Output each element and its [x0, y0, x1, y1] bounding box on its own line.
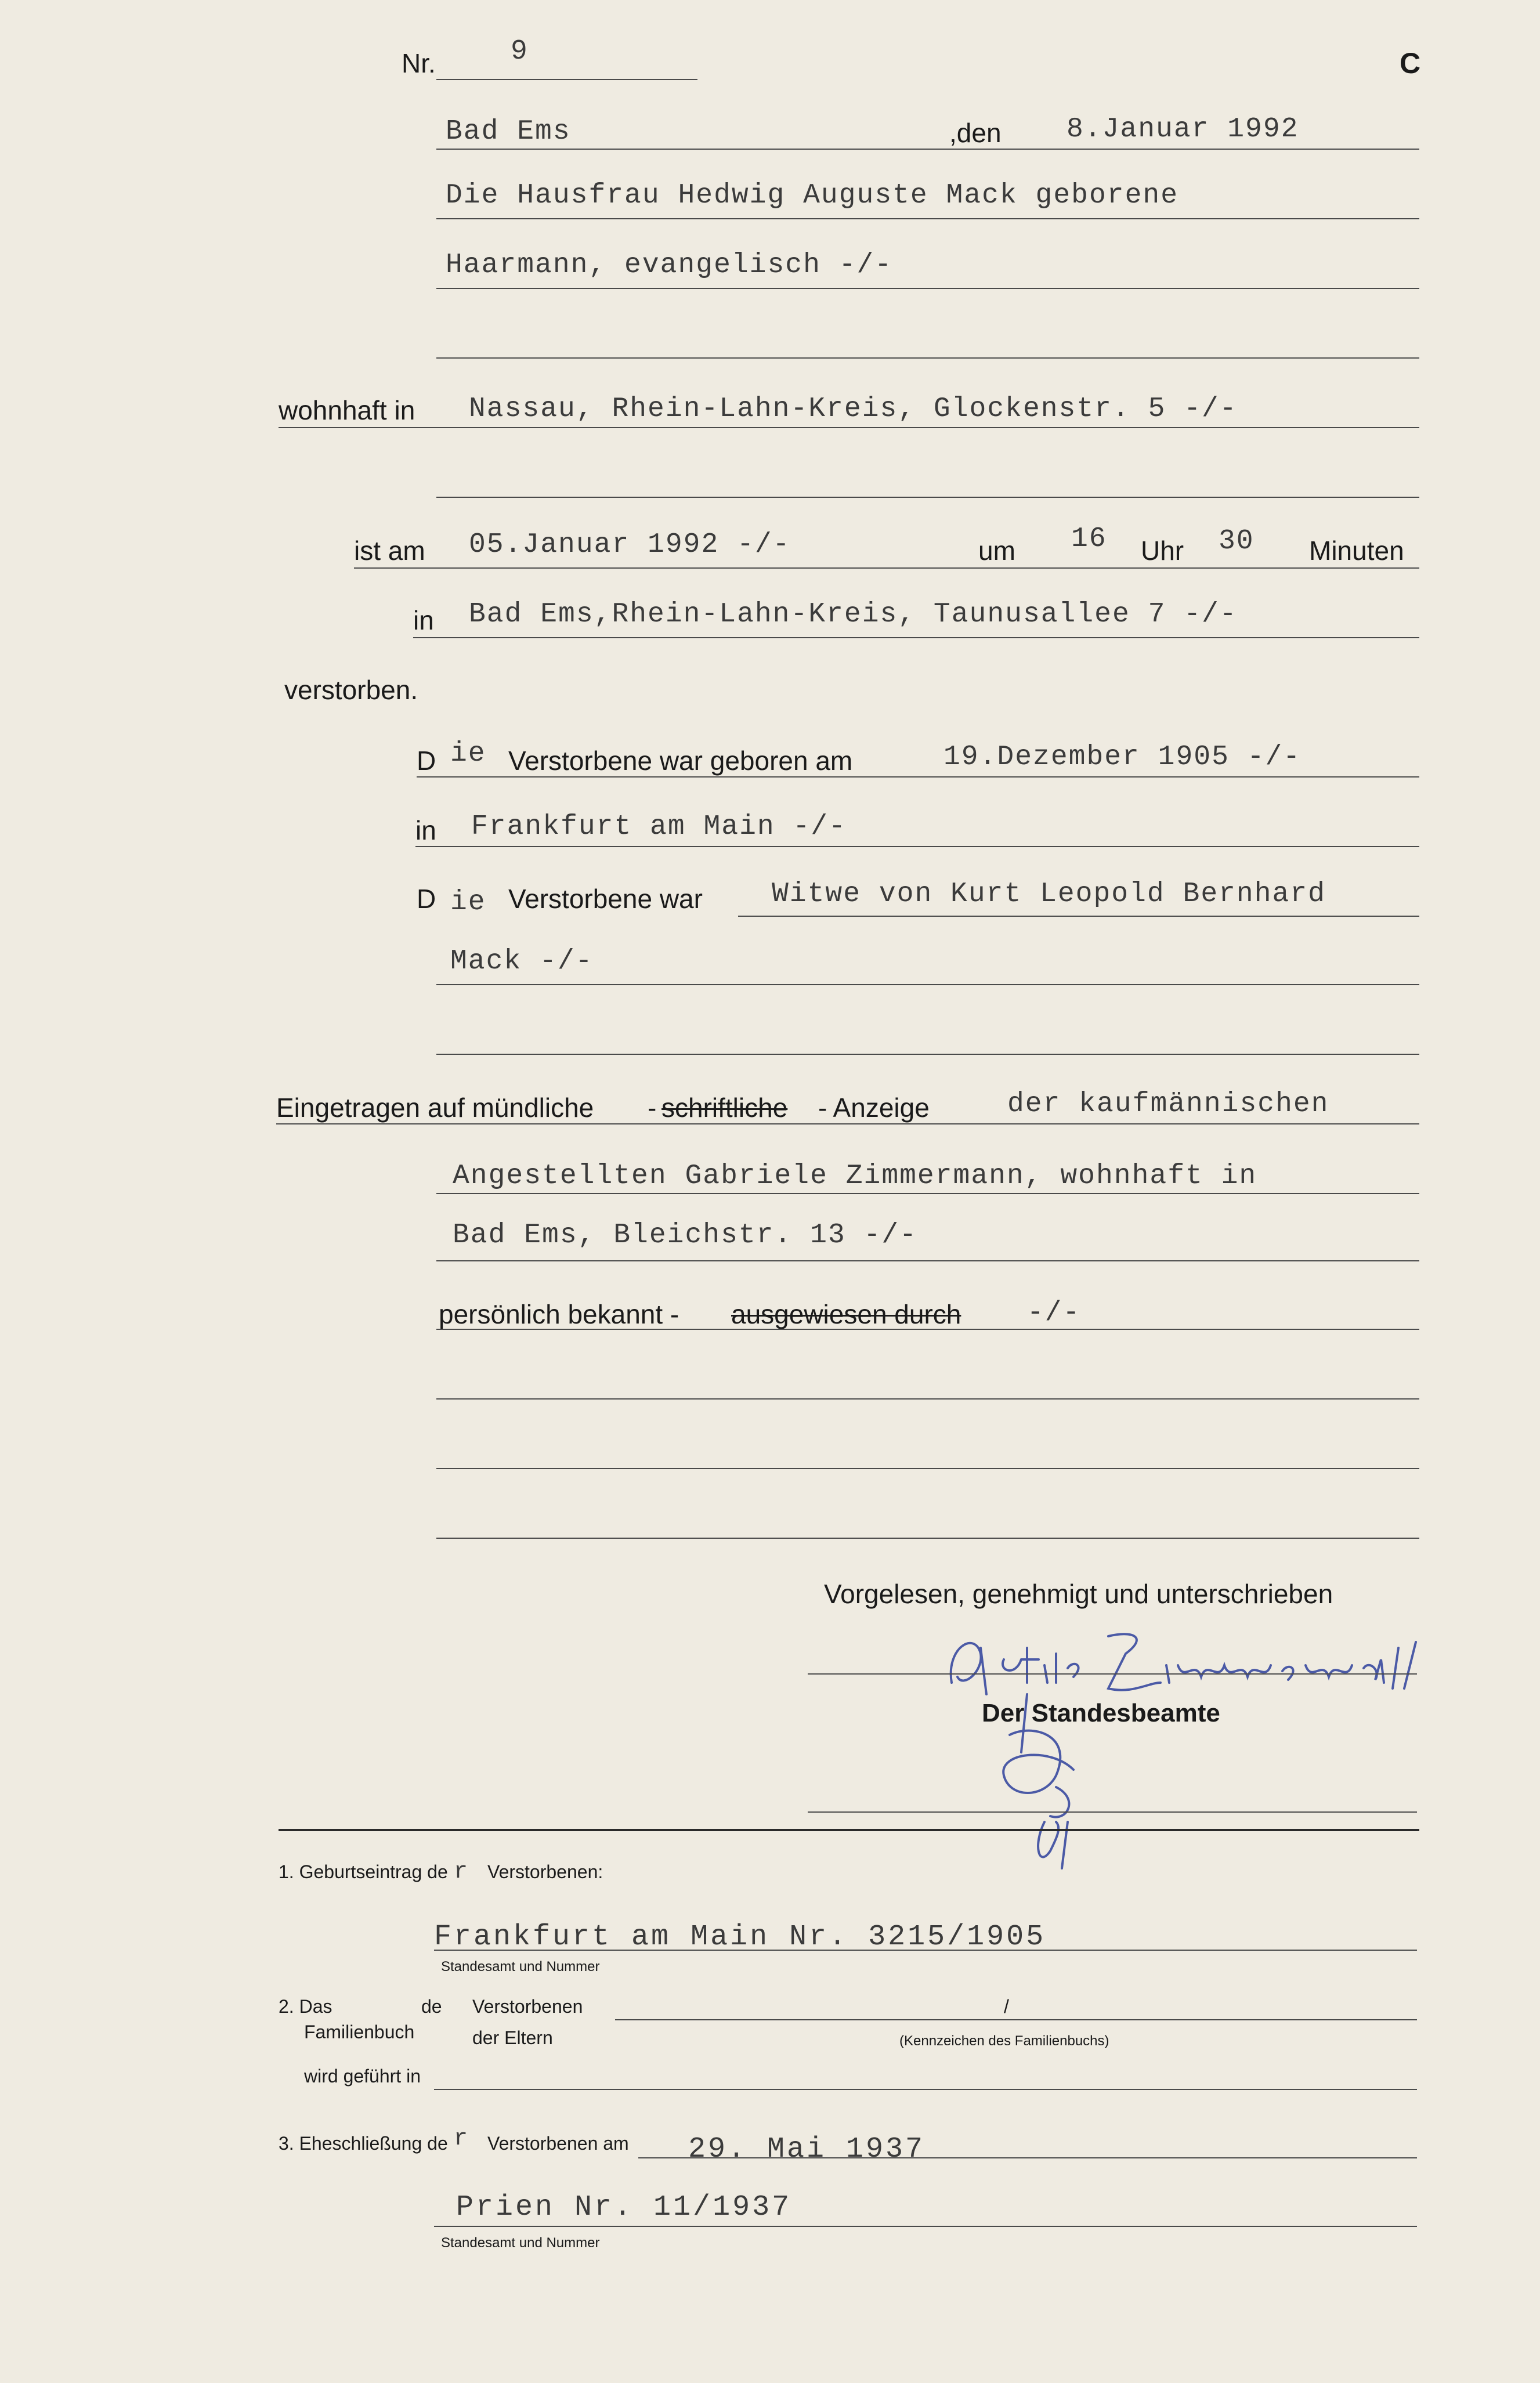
known-value: -/-	[1027, 1297, 1081, 1329]
record-date: 8.Januar 1992	[1067, 114, 1299, 145]
note3-standesamt-label: Standesamt und Nummer	[441, 2235, 600, 2251]
death-hour: 16	[1071, 523, 1107, 555]
blank-rule-3	[436, 1054, 1419, 1055]
blank-rule-5	[436, 1468, 1419, 1469]
note3-place: Prien Nr. 11/1937	[456, 2191, 792, 2224]
blank-rule-1	[436, 357, 1419, 359]
note2-familienbuch: Familienbuch	[304, 2022, 415, 2042]
report-dash: -	[648, 1093, 657, 1123]
death-minuten-label: Minuten	[1309, 536, 1404, 566]
birth-place: Frankfurt am Main -/-	[471, 811, 847, 842]
report-line-1: der kaufmännischen	[1007, 1089, 1329, 1120]
death-in-label: in	[413, 605, 434, 635]
note2-eltern: der Eltern	[472, 2027, 553, 2048]
report-line-2-rule	[436, 1193, 1419, 1194]
person-line-2-rule	[436, 288, 1419, 289]
status-d-label: D	[417, 884, 436, 914]
person-line-1-rule	[436, 218, 1419, 219]
nr-label: Nr.	[402, 48, 436, 78]
note3-label: 3. Eheschließung de	[279, 2133, 448, 2154]
note1-standesamt-label: Standesamt und Nummer	[441, 1959, 600, 1975]
note2-verstorbenen: Verstorbenen	[472, 1996, 583, 2017]
death-uhr-label: Uhr	[1141, 536, 1184, 566]
verstorben-label: verstorben.	[284, 675, 418, 705]
birth-text-label: Verstorbene war geboren am	[508, 746, 853, 776]
report-line-1-rule	[276, 1123, 1419, 1124]
birth-ie: ie	[450, 738, 486, 769]
den-label: ,den	[949, 118, 1002, 148]
registrar-signature	[986, 1683, 1102, 1877]
note2-das: 2. Das	[279, 1996, 332, 2017]
nr-value: 9	[511, 36, 529, 67]
status-ie: ie	[450, 887, 486, 918]
blank-rule-6	[436, 1538, 1419, 1539]
section-separator	[279, 1829, 1419, 1831]
report-struck-option: schriftliche	[661, 1093, 788, 1123]
report-line-2: Angestellten Gabriele Zimmermann, wohnhaft in	[453, 1160, 1257, 1192]
status-line-2-rule	[436, 984, 1419, 985]
birth-date-rule	[417, 776, 1419, 778]
report-label-b: - Anzeige	[818, 1093, 930, 1123]
note3-date-rule	[638, 2157, 1417, 2158]
report-line-3-rule	[436, 1260, 1419, 1261]
status-line-1-rule	[738, 916, 1419, 917]
note2-slash: /	[1004, 1996, 1009, 2017]
note3-r: r	[454, 2126, 469, 2152]
status-line-1: Witwe von Kurt Leopold Bernhard	[772, 878, 1326, 910]
birth-in-label: in	[415, 815, 436, 845]
report-label-a: Eingetragen auf mündliche	[276, 1093, 594, 1123]
registrar-label: Der Standesbeamte	[982, 1699, 1220, 1727]
blank-rule-2	[436, 497, 1419, 498]
note3-label-b: Verstorbenen am	[487, 2133, 629, 2154]
death-ist-am-label: ist am	[354, 536, 425, 566]
birth-date: 19.Dezember 1905 -/-	[943, 742, 1302, 773]
death-place-rule	[413, 637, 1419, 638]
note1-value: Frankfurt am Main Nr. 3215/1905	[434, 1921, 1046, 1954]
status-line-2: Mack -/-	[450, 946, 594, 977]
residence-rule	[279, 427, 1419, 428]
status-text-label: Verstorbene war	[508, 884, 703, 914]
known-rule	[436, 1329, 1419, 1330]
note1-label: 1. Geburtseintrag de	[279, 1861, 448, 1882]
known-struck-option: ausgewiesen durch	[731, 1299, 961, 1329]
registrar-signature-rule	[808, 1811, 1417, 1813]
death-date: 05.Januar 1992 -/-	[469, 529, 791, 561]
note3-place-rule	[434, 2226, 1417, 2227]
series-letter: C	[1400, 47, 1421, 79]
note2-rule-1	[615, 2019, 1417, 2020]
residence-label: wohnhaft in	[279, 395, 415, 425]
known-label: persönlich bekannt -	[439, 1299, 679, 1329]
note1-r: r	[454, 1859, 469, 1885]
note1-rule	[434, 1950, 1417, 1951]
note2-rule-2	[434, 2089, 1417, 2090]
note2-kennzeichen: (Kennzeichen des Familienbuchs)	[899, 2033, 1109, 2049]
informant-signature-rule	[808, 1673, 1417, 1675]
residence-value: Nassau, Rhein-Lahn-Kreis, Glockenstr. 5 -/-	[469, 393, 1238, 425]
death-date-rule	[354, 567, 1419, 569]
death-minutes: 30	[1219, 526, 1255, 557]
birth-d-label: D	[417, 746, 436, 776]
report-line-3: Bad Ems, Bleichstr. 13 -/-	[453, 1220, 917, 1251]
person-line-2: Haarmann, evangelisch -/-	[446, 249, 893, 281]
note1-label-b: Verstorbenen:	[487, 1861, 603, 1882]
note2-gefuehrt: wird geführt in	[304, 2066, 421, 2087]
note3-date: 29. Mai 1937	[688, 2133, 926, 2166]
person-line-1: Die Hausfrau Hedwig Auguste Mack geborene	[446, 180, 1179, 211]
read-approved-label: Vorgelesen, genehmigt und unterschrieben	[824, 1579, 1333, 1609]
death-place: Bad Ems,Rhein-Lahn-Kreis, Taunusallee 7 -/-	[469, 599, 1238, 630]
birth-place-rule	[415, 846, 1419, 847]
death-um-label: um	[978, 536, 1015, 566]
note2-de: de	[421, 1996, 442, 2017]
nr-line	[436, 79, 697, 80]
blank-rule-4	[436, 1398, 1419, 1400]
place-date-line	[436, 149, 1419, 150]
place: Bad Ems	[446, 116, 571, 147]
